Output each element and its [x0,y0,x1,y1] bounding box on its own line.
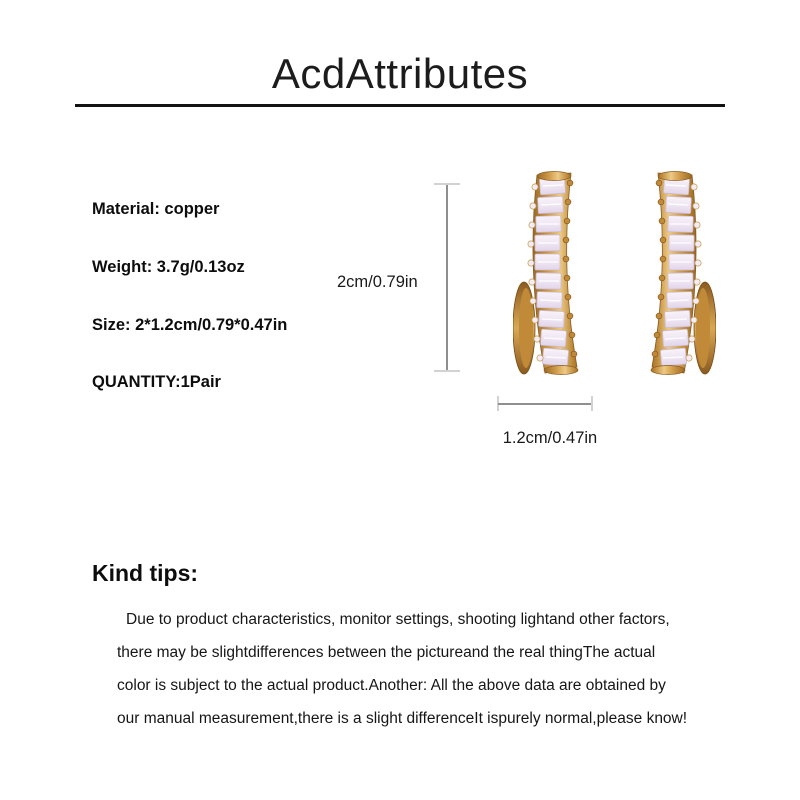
kind-tips-heading: Kind tips: [92,560,199,586]
attribute-weight: Weight: 3.7g/0.13oz [92,258,245,276]
earring-photo-right [646,170,716,377]
attribute-quantity: QUANTITY:1Pair [92,373,221,391]
kind-tips-line: Due to product characteristics, monitor settings, shooting lightand other factors, [126,611,670,628]
width-ruler-right-tick [591,396,593,411]
width-measurement-label: 1.2cm/0.47in [502,429,598,447]
width-ruler-line [498,403,592,405]
earring-photo-left [513,170,583,377]
page-title: AcdAttributes [271,50,529,97]
attribute-material: Material: copper [92,200,220,218]
kind-tips-line: there may be slightdifferences between the pictureand the real thingThe actual [117,644,656,661]
height-measurement-label: 2cm/0.79in [337,273,418,291]
height-ruler-line [446,185,448,372]
kind-tips-line: color is subject to the actual product.Another: All the above data are obtained by [117,677,666,694]
kind-tips-line: our manual measurement,there is a slight differenceIt ispurely normal,please know! [117,710,688,727]
height-ruler-bottom-cap [434,370,460,372]
title-underline [75,104,725,107]
attribute-size: Size: 2*1.2cm/0.79*0.47in [92,316,288,334]
